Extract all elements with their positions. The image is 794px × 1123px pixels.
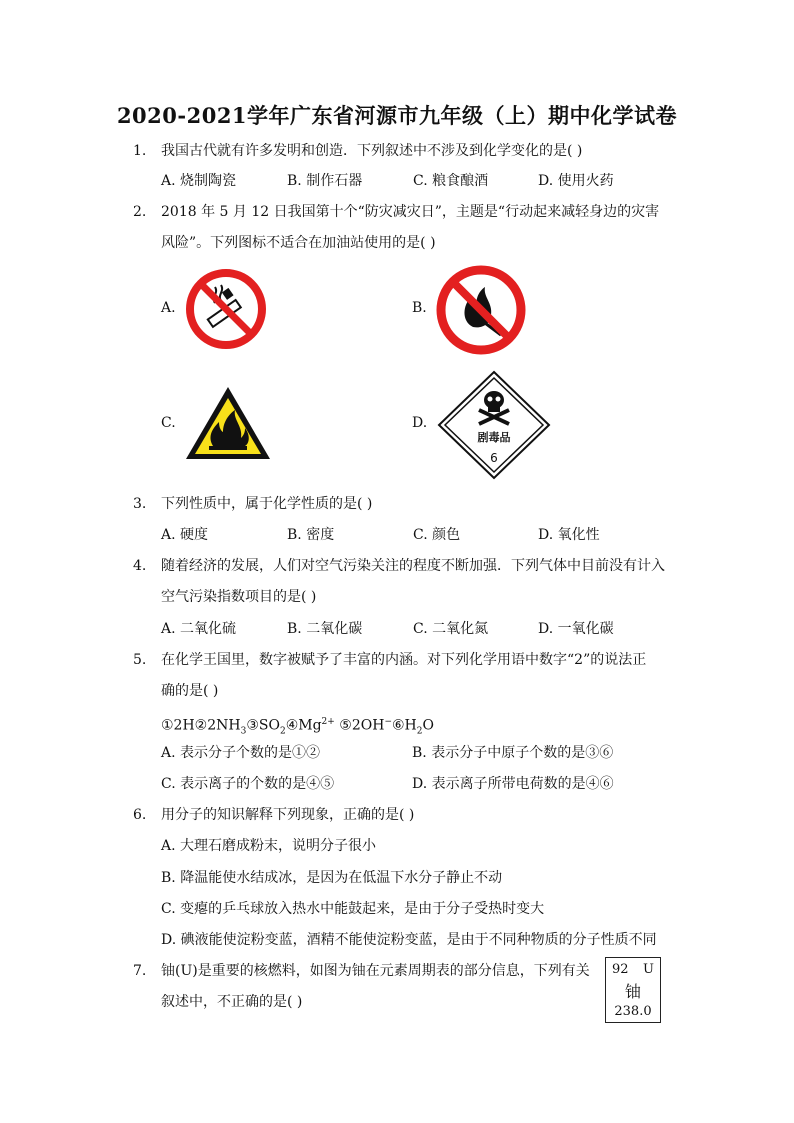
chemical-formulas bbox=[161, 712, 434, 741]
formula-part: ⑥H bbox=[391, 717, 417, 734]
toxic-label: 剧毒品 bbox=[477, 431, 511, 444]
question-5-line2: 确的是( ) bbox=[161, 683, 219, 699]
question-2-line2: 风险”。下列图标不适合在加油站使用的是( ) bbox=[161, 235, 436, 251]
option-c: C. 颜色 bbox=[413, 527, 461, 543]
question-text: 用分子的知识解释下列现象，正确的是( ) bbox=[161, 807, 415, 823]
question-7-line2: 叙述中，不正确的是( ) bbox=[161, 994, 303, 1010]
question-text: 下列性质中，属于化学性质的是( ) bbox=[161, 496, 373, 512]
formula-part: ④Mg bbox=[285, 717, 322, 734]
formula-superscript: 2+ bbox=[321, 717, 335, 727]
option-a: A. 表示分子个数的是①② bbox=[161, 745, 321, 761]
option-a: A. 大理石磨成粉末，说明分子很小 bbox=[161, 838, 377, 854]
atomic-mass: 238.0 bbox=[614, 1004, 652, 1019]
option-c: C. 变瘪的乒乓球放入热水中能鼓起来，是由于分子受热时变大 bbox=[161, 901, 545, 917]
option-c-label: C. bbox=[161, 415, 176, 431]
option-c: C. 二氧化氮 bbox=[413, 621, 489, 637]
option-b: B. 制作石器 bbox=[287, 173, 363, 189]
option-b: B. 表示分子中原子个数的是③⑥ bbox=[412, 745, 614, 761]
question-text: 我国古代就有许多发明和创造．下列叙述中不涉及到化学变化的是( ) bbox=[161, 143, 583, 159]
option-b: B. 密度 bbox=[287, 527, 335, 543]
no-open-flame-sign-icon bbox=[435, 265, 527, 355]
option-d: D. 一氧化碳 bbox=[538, 621, 614, 637]
option-b: B. 降温能使水结成冰，是因为在低温下水分子静止不动 bbox=[161, 870, 503, 886]
option-a: A. 烧制陶瓷 bbox=[161, 173, 237, 189]
formula-part: O bbox=[422, 717, 434, 734]
no-smoking-sign-icon bbox=[185, 267, 267, 351]
option-d-label: D. bbox=[412, 415, 428, 431]
option-b-label: B. bbox=[412, 300, 427, 316]
flammable-warning-icon bbox=[183, 384, 273, 462]
question-text-line1: 铀(U)是重要的核燃料，如图为铀在元素周期表的部分信息，下列有关 bbox=[161, 963, 590, 979]
option-a: A. 硬度 bbox=[161, 527, 209, 543]
question-number: 6. bbox=[133, 807, 147, 823]
question-number: 3. bbox=[133, 496, 147, 512]
formula-part: ③SO bbox=[246, 717, 280, 734]
question-number: 7. bbox=[133, 963, 147, 979]
toxic-warning-icon bbox=[437, 370, 551, 480]
formula-part: ①2H②2NH bbox=[161, 717, 241, 734]
option-d: D. 表示离子所带电荷数的是④⑥ bbox=[412, 776, 614, 792]
element-name: 铀 bbox=[624, 982, 641, 1001]
question-number: 5. bbox=[133, 652, 147, 668]
option-c: C. 表示离子的个数的是④⑤ bbox=[161, 776, 335, 792]
option-c: C. 粮食酿酒 bbox=[413, 173, 489, 189]
page-title: 2020-2021学年广东省河源市九年级（上）期中化学试卷 bbox=[116, 103, 678, 128]
formula-subscript: 3 bbox=[240, 726, 247, 737]
formula-subscript: 2 bbox=[279, 726, 286, 737]
question-text-line1: 2018 年 5 月 12 日我国第十个“防灾减灾日”，主题是“行动起来减轻身边的灾害 bbox=[161, 204, 660, 220]
element-symbol: U bbox=[643, 962, 654, 977]
question-number: 4. bbox=[133, 558, 147, 574]
option-b: B. 二氧化碳 bbox=[287, 621, 363, 637]
hazard-class-number: 6 bbox=[490, 451, 498, 465]
question-text-line1: 随着经济的发展，人们对空气污染关注的程度不断加强．下列气体中目前没有计入 bbox=[161, 558, 665, 574]
option-a: A. 二氧化硫 bbox=[161, 621, 237, 637]
question-4-line2: 空气污染指数项目的是( ) bbox=[161, 589, 317, 605]
question-text-line1: 在化学王国里，数字被赋予了丰富的内涵。对下列化学用语中数字“2”的说法正 bbox=[161, 652, 647, 668]
option-d: D. 碘液能使淀粉变蓝，酒精不能使淀粉变蓝，是由于不同种物质的分子性质不同 bbox=[161, 932, 657, 948]
atomic-number: 92 bbox=[612, 962, 629, 977]
formula-part: ⑤2OH bbox=[334, 717, 385, 734]
periodic-table-cell bbox=[605, 957, 661, 1023]
question-number: 2. bbox=[133, 204, 147, 220]
option-a-label: A. bbox=[161, 300, 176, 316]
question-number: 1. bbox=[133, 143, 147, 159]
option-d: D. 使用火药 bbox=[538, 173, 614, 189]
formula-subscript: 2 bbox=[416, 726, 423, 737]
option-d: D. 氧化性 bbox=[538, 527, 600, 543]
formula-superscript: − bbox=[384, 717, 392, 727]
